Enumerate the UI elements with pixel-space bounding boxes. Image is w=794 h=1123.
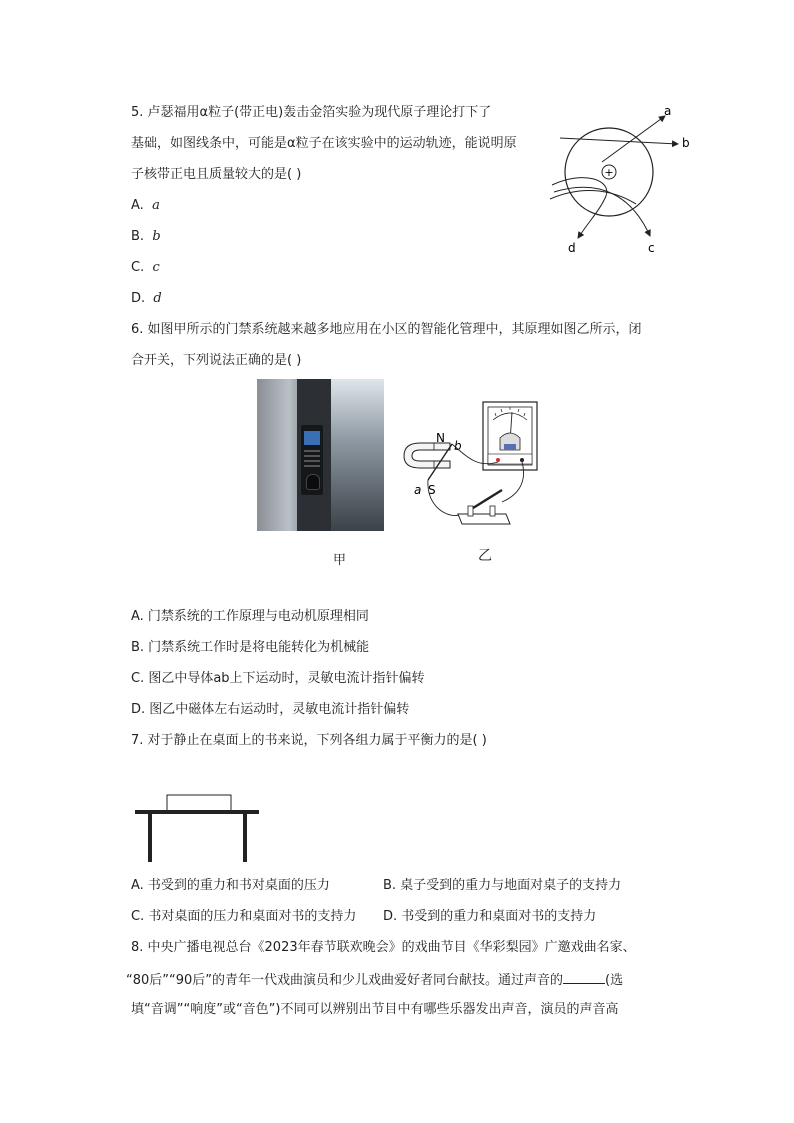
- path-a: [602, 116, 665, 162]
- label-N: N: [436, 431, 445, 445]
- q6-caption-yi: 乙: [478, 548, 492, 564]
- q6-induction-circuit-figure: [398, 398, 548, 538]
- label-d: d: [568, 241, 576, 255]
- u-magnet: [404, 443, 450, 468]
- q6-caption-jia: 甲: [333, 553, 347, 568]
- q5-option-b[interactable]: B. b: [131, 229, 161, 244]
- q5-stem-line-1: 5. 卢瑟福用α粒子(带正电)轰击金箔实验为现代原子理论打下了: [131, 105, 492, 120]
- q6-door-access-photo: [257, 379, 384, 531]
- q6-stem-line-1: 6. 如图甲所示的门禁系统越来越多地应用在小区的智能化管理中，其原理如图乙所示，闭: [131, 322, 642, 337]
- q7-option-a[interactable]: A. 书受到的重力和书对桌面的压力: [131, 878, 330, 893]
- knife-switch-base: [458, 514, 510, 524]
- q6-option-a[interactable]: A. 门禁系统的工作原理与电动机原理相同: [131, 609, 369, 624]
- label-S: S: [428, 483, 436, 497]
- q5-alpha-scattering-figure: [540, 100, 700, 260]
- table-leg-left: [148, 814, 152, 862]
- q5-stem-line-3: 子核带正电且质量较大的是( ): [131, 167, 302, 182]
- label-a: a: [414, 483, 422, 497]
- q8-stem-line-3: 填“音调”“响度”或“音色”)不同可以辨别出节目中有哪些乐器发出声音，演员的声音高: [131, 1002, 619, 1017]
- q8-stem-line-2: “80后”“90后”的青年一代戏曲演员和少儿戏曲爱好者同台献技。通过声音的 (选: [126, 973, 624, 988]
- label-b: b: [454, 439, 462, 453]
- q8-stem-line-1: 8. 中央广播电视总台《2023年春节联欢晚会》的戏曲节目《华彩梨园》广邀戏曲名家、: [131, 940, 636, 955]
- q6-option-b[interactable]: B. 门禁系统工作时是将电能转化为机械能: [131, 640, 370, 655]
- q6-stem-line-2: 合开关，下列说法正确的是( ): [131, 353, 302, 368]
- terminal-black: [520, 458, 524, 462]
- path-extra: [550, 190, 636, 204]
- nucleus-plus-sign: +: [604, 166, 614, 179]
- q7-option-c[interactable]: C. 书对桌面的压力和桌面对书的支持力: [131, 909, 357, 924]
- q5-option-c[interactable]: C. c: [131, 260, 160, 275]
- q8-answer-blank[interactable]: [563, 971, 605, 984]
- terminal-red: [496, 458, 500, 462]
- table-top: [135, 810, 259, 814]
- q6-option-c[interactable]: C. 图乙中导体ab上下运动时，灵敏电流计指针偏转: [131, 671, 425, 686]
- q7-stem-line-1: 7. 对于静止在桌面上的书来说，下列各组力属于平衡力的是( ): [131, 733, 487, 748]
- q5-stem-line-2: 基础，如图线条中，可能是α粒子在该实验中的运动轨迹，能说明原: [131, 136, 517, 151]
- label-c: c: [648, 241, 655, 255]
- q5-option-a[interactable]: A. a: [131, 198, 160, 213]
- q7-option-d[interactable]: D. 书受到的重力和桌面对书的支持力: [383, 909, 597, 924]
- q6-option-d[interactable]: D. 图乙中磁体左右运动时，灵敏电流计指针偏转: [131, 702, 410, 717]
- path-d: [552, 178, 607, 238]
- knife-switch-blade: [473, 490, 502, 508]
- table-leg-right: [243, 814, 247, 862]
- q7-option-b[interactable]: B. 桌子受到的重力与地面对桌子的支持力: [383, 878, 622, 893]
- book: [167, 795, 231, 811]
- label-b: b: [682, 136, 690, 150]
- q7-book-on-table-figure: [132, 790, 264, 866]
- q5-option-d[interactable]: D. d: [131, 291, 162, 306]
- label-a: a: [664, 104, 672, 118]
- path-c: [554, 187, 650, 236]
